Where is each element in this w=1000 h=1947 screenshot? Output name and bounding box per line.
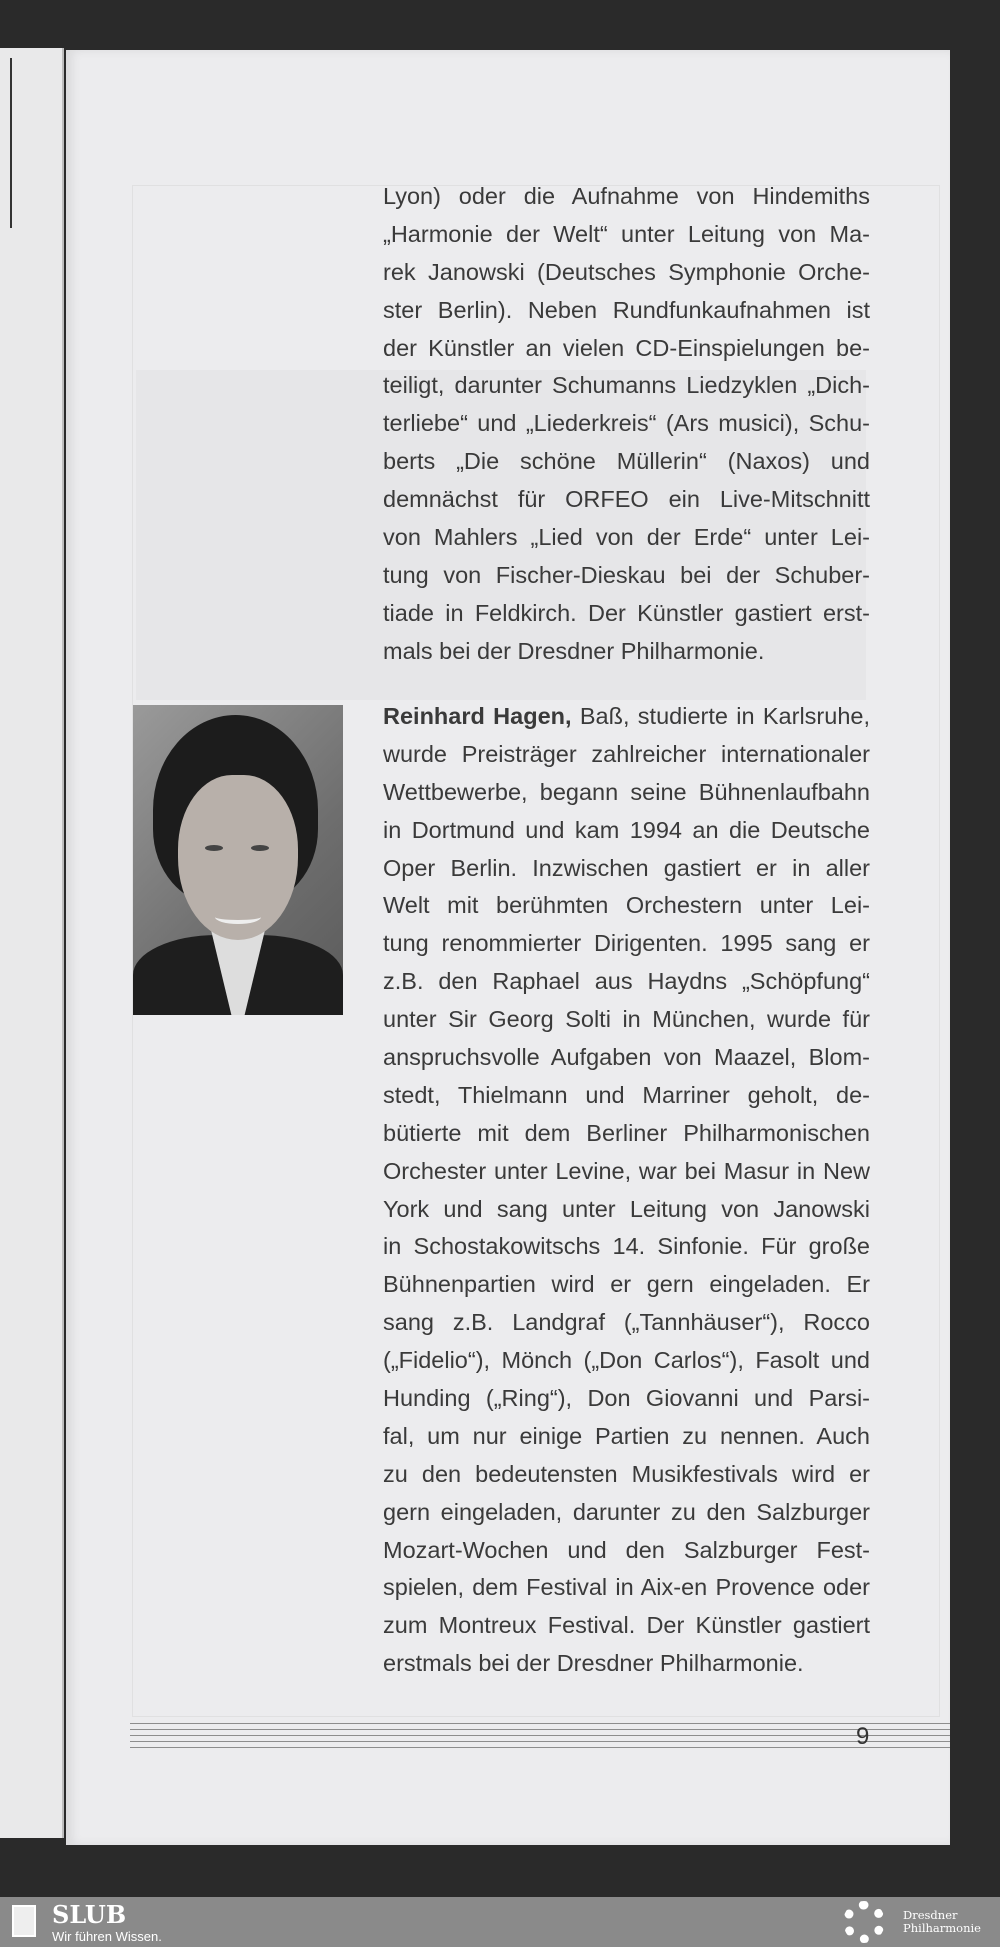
text-line: anspruchsvolle Aufgaben von Maazel, Blom- (383, 1044, 870, 1071)
document-page (66, 50, 950, 1845)
viewer-footer-bar (0, 1897, 1000, 1947)
text-line: tung renommierter Dirigenten. 1995 sang er (383, 930, 870, 957)
text-line: ster Berlin). Neben Rundfunkaufnahmen ist (383, 296, 870, 323)
text-line: demnächst für ORFEO ein Live-Mitschnitt (383, 486, 870, 513)
biography-paragraph-2: Reinhard Hagen, Baß, studierte in Karlsruhe, wurde Preisträger zahlreicher internationaler Wettbewerbe, begann seine Bühnenlaufbahn in Dortmund und kam 1994 an die Deutsche Oper Berlin. Inzwischen gastiert er in aller Welt mit berühmten Orchestern unter Lei- tung renommierter Dirigenten. 1995 sang er z.B. den Raphael aus Haydns „Schöpfung“ unter Sir Georg Solti in München, wurde für anspruchsvolle Aufgaben von Maazel, Blom- stedt, Thielmann und Marriner geholt, de- bütierte mit dem Berliner Philharmonischen Orchester unter Levine, war bei Masur in New York und sang unter Leitung von Janowski in Schostakowitschs 14. Sinfonie. Für große Bühnenpartien wird er gern eingeladen. Er sang z.B. Landgraf („Tannhäuser“), Rocco („Fidelio“), Mönch („Don Carlos“), Fasolt und Hunding („Ring“), Don Giovanni und Parsi- fal, um nur einige Partien zu nennen. Auch zu den bedeutensten Musikfestivals wird er gern eingeladen, darunter zu den Salzburger Mozart-Wochen und den Salzburger Fest- spielen, dem Festival in Aix-en Provence oder zum Montreux Festival. Der Künstler gastiert erstmals bei der Dresdner Philharmonie. (383, 698, 870, 1683)
text-line: gern eingeladen, darunter zu den Salzburger (383, 1498, 870, 1525)
artist-name: Reinhard Hagen, (383, 703, 572, 729)
facing-page-edge (0, 48, 64, 1838)
text-line: stedt, Thielmann und Marriner geholt, de- (383, 1081, 870, 1108)
page-mark (10, 58, 12, 228)
text-line: mals bei der Dresdner Philharmonie. (383, 637, 765, 664)
text-line: sang z.B. Landgraf („Tannhäuser“), Rocco (383, 1309, 870, 1336)
text-line: von Mahlers „Lied von der Erde“ unter Lei- (383, 524, 870, 551)
page-number: 9 (856, 1723, 870, 1750)
text-line: spielen, dem Festival in Aix-en Provence oder (383, 1574, 870, 1601)
text-line: fal, um nur einige Partien zu nennen. Auch (383, 1422, 870, 1449)
slub-logo[interactable]: SLUB (52, 1900, 127, 1929)
text-line: in Schostakowitschs 14. Sinfonie. Für große (383, 1233, 870, 1260)
text-line: zu den bedeutensten Musikfestivals wird er (383, 1460, 870, 1487)
text-line: („Fidelio“), Mönch („Don Carlos“), Fasolt und (383, 1347, 870, 1374)
text-line: wurde Preisträger zahlreicher internationaler (383, 740, 870, 767)
text-line: teiligt, darunter Schumanns Liedzyklen „Dich- (383, 372, 870, 399)
slub-book-icon (12, 1905, 36, 1937)
text-line: unter Sir Georg Solti in München, wurde für (383, 1006, 870, 1033)
footer-rule-lines (130, 1723, 950, 1757)
dresdner-philharmonie-logo-icon (843, 1901, 885, 1943)
text-line: Orchester unter Levine, war bei Masur in New (383, 1157, 870, 1184)
text-line: erstmals bei der Dresdner Philharmonie. (383, 1650, 804, 1677)
text-line: zum Montreux Festival. Der Künstler gastiert (383, 1612, 870, 1639)
text-line: tung von Fischer-Dieskau bei der Schuber- (383, 561, 870, 588)
text-line: rek Janowski (Deutsches Symphonie Orche- (383, 258, 870, 285)
portrait-photo (133, 705, 343, 1015)
biography-paragraph-1 (383, 178, 870, 671)
text-line: Bühnenpartien wird er gern eingeladen. Er (383, 1271, 870, 1298)
text-line: z.B. den Raphael aus Haydns „Schöpfung“ (383, 968, 870, 995)
text-line: Oper Berlin. Inzwischen gastiert er in aller (383, 854, 870, 881)
slub-tagline: Wir führen Wissen. (52, 1929, 162, 1944)
text-line: bütierte mit dem Berliner Philharmonischen (383, 1119, 870, 1146)
text-line: berts „Die schöne Müllerin“ (Naxos) und (383, 448, 870, 475)
text-line: York und sang unter Leitung von Janowski (383, 1195, 870, 1222)
text-line: Wettbewerbe, begann seine Bühnenlaufbahn (383, 778, 870, 805)
text-line: Welt mit berühmten Orchestern unter Lei- (383, 892, 870, 919)
text-line: „Harmonie der Welt“ unter Leitung von Ma- (383, 220, 870, 247)
text-line: in Dortmund und kam 1994 an die Deutsche (383, 816, 870, 843)
text-line: Lyon) oder die Aufnahme von Hindemiths (383, 183, 870, 209)
text-line: tiade in Feldkirch. Der Künstler gastiert erst- (383, 599, 870, 626)
dresdner-philharmonie-logo[interactable]: Dresdner Philharmonie (903, 1908, 981, 1935)
text-line: terliebe“ und „Liederkreis“ (Ars musici), Schu- (383, 410, 870, 437)
text-line: der Künstler an vielen CD-Einspielungen be- (383, 334, 870, 361)
text-line: Hunding („Ring“), Don Giovanni und Parsi- (383, 1385, 870, 1412)
text-line: Mozart-Wochen und den Salzburger Fest- (383, 1536, 870, 1563)
